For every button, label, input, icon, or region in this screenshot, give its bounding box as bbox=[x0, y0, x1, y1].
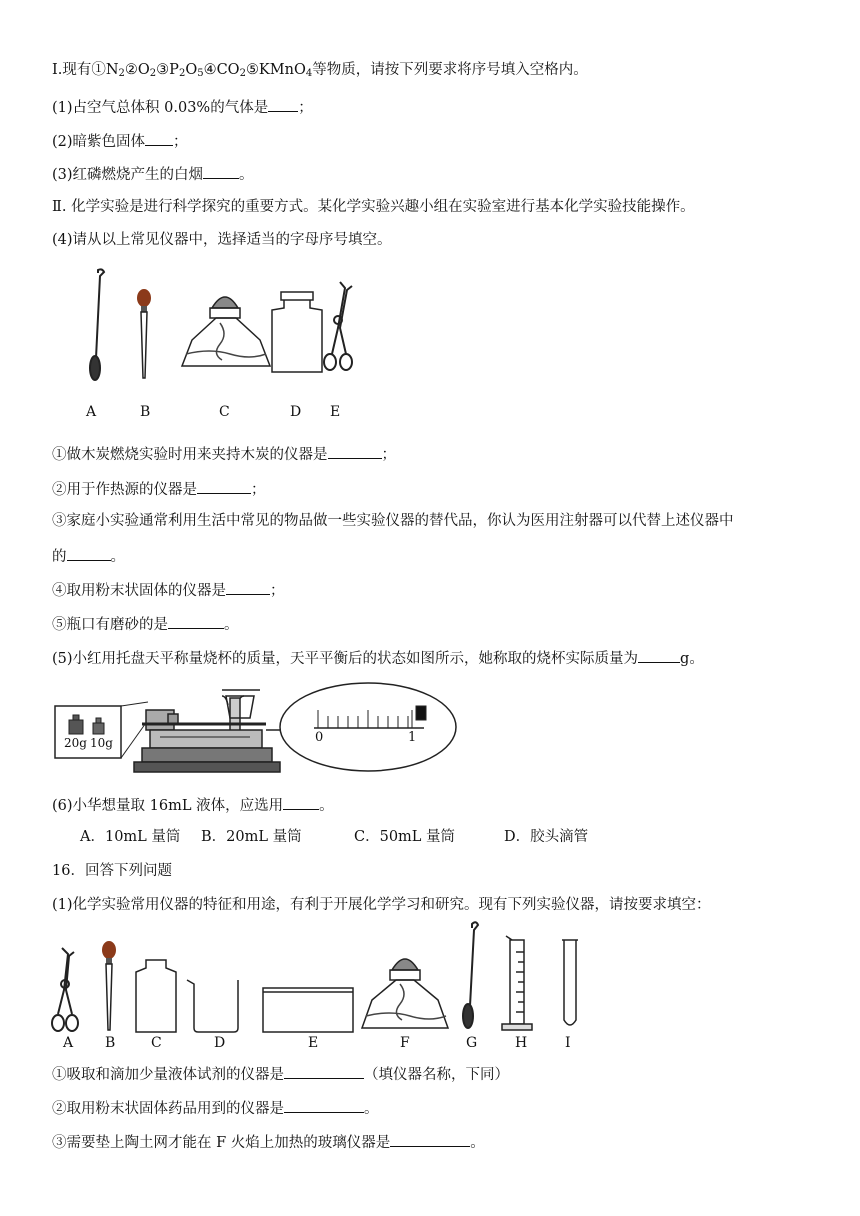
weights-inset bbox=[55, 706, 121, 758]
question-text: (5)小红用托盘天平称量烧杯的质量，天平平衡后的状态如图所示，她称取的烧杯实际质量为 bbox=[52, 651, 639, 667]
figure-label: A bbox=[86, 404, 97, 420]
question-text: ⑤瓶口有磨砂的是 bbox=[52, 617, 168, 633]
intro-text: Ⅰ.现有①N bbox=[52, 62, 119, 78]
option-a[interactable]: A．10mL 量筒 bbox=[80, 829, 181, 845]
figure-label: H bbox=[515, 1035, 528, 1051]
answer-blank[interactable] bbox=[226, 580, 270, 595]
punct: 。 bbox=[364, 1101, 379, 1117]
balance-icon bbox=[134, 690, 280, 772]
weight-10g-label: 10g bbox=[90, 736, 113, 750]
punct: g。 bbox=[680, 651, 704, 667]
weight-20g-label: 20g bbox=[64, 736, 87, 750]
weight-20g-icon bbox=[69, 715, 83, 734]
question-6 bbox=[52, 795, 334, 815]
answer-blank[interactable] bbox=[638, 648, 680, 663]
answer-blank[interactable] bbox=[328, 444, 382, 459]
question-16-sub-2 bbox=[52, 1098, 379, 1118]
figure-label: F bbox=[400, 1035, 410, 1051]
part1-intro bbox=[52, 61, 588, 83]
punct: 。 bbox=[319, 798, 334, 814]
punct: ； bbox=[270, 583, 285, 599]
water-trough-icon bbox=[263, 988, 353, 1032]
figure-label: B bbox=[140, 404, 151, 420]
punct: ； bbox=[381, 447, 396, 463]
answer-blank[interactable] bbox=[168, 614, 224, 629]
instruments-figure-1 bbox=[70, 268, 370, 418]
weight-10g-icon bbox=[93, 718, 104, 734]
punct: ； bbox=[251, 482, 266, 498]
beaker-icon bbox=[187, 980, 238, 1032]
intro-text: 等物质，请按下列要求将序号填入空格内。 bbox=[312, 62, 588, 78]
question-text: ③需要垫上陶土网才能在 F 火焰上加热的玻璃仪器是 bbox=[52, 1135, 391, 1151]
question-text: ②取用粉末状固体药品用到的仪器是 bbox=[52, 1101, 284, 1117]
subscript: 2 bbox=[149, 68, 157, 79]
figure-label: D bbox=[290, 404, 302, 420]
option-c[interactable]: C．50mL 量筒 bbox=[354, 829, 456, 845]
sub-question-1 bbox=[52, 444, 396, 464]
figure-label: D bbox=[214, 1035, 226, 1051]
punct: 。 bbox=[239, 167, 254, 183]
subscript: 2 bbox=[239, 68, 246, 79]
answer-blank[interactable] bbox=[283, 795, 319, 810]
subscript: 2 bbox=[118, 68, 125, 79]
sub-question-2 bbox=[52, 479, 266, 499]
question-3 bbox=[52, 164, 254, 184]
answer-blank[interactable] bbox=[390, 1132, 470, 1147]
question-text: (2)暗紫色固体 bbox=[52, 134, 146, 150]
answer-blank[interactable] bbox=[203, 164, 239, 179]
punct: 。 bbox=[470, 1135, 485, 1151]
subscript: 2 bbox=[178, 68, 186, 79]
figure-label: E bbox=[330, 404, 341, 420]
test-tube-icon bbox=[562, 940, 578, 1025]
answer-blank[interactable] bbox=[268, 97, 298, 112]
dropper-icon bbox=[102, 941, 116, 1030]
question-text: ①吸取和滴加少量液体试剂的仪器是 bbox=[52, 1067, 284, 1083]
question-16-sub-1 bbox=[52, 1064, 509, 1084]
figure-label: A bbox=[63, 1035, 74, 1051]
option-d[interactable]: D．胶头滴管 bbox=[504, 829, 589, 845]
sub-question-3a: ③家庭小实验通常利用生活中常见的物品做一些实验仪器的替代品，你认为医用注射器可以代替上述仪器中 bbox=[52, 513, 734, 529]
intro-text: O bbox=[185, 62, 198, 78]
scale-zero-label: 0 bbox=[315, 730, 324, 745]
combustion-spoon-icon bbox=[463, 922, 478, 1028]
question-text: ①做木炭燃烧实验时用来夹持木炭的仪器是 bbox=[52, 447, 328, 463]
graduated-cylinder-icon bbox=[502, 936, 532, 1030]
part2-intro: Ⅱ. 化学实验是进行科学探究的重要方式。某化学实验兴趣小组在实验室进行基本化学实验技能操作。 bbox=[52, 199, 695, 215]
balance-figure bbox=[50, 680, 460, 780]
figure-label: B bbox=[105, 1035, 116, 1051]
figure-label: I bbox=[565, 1035, 571, 1051]
answer-blank[interactable] bbox=[67, 546, 111, 561]
answer-blank[interactable] bbox=[284, 1064, 364, 1079]
answer-blank[interactable] bbox=[284, 1098, 364, 1113]
instruments-figure-2 bbox=[50, 920, 600, 1060]
answer-blank[interactable] bbox=[145, 131, 173, 146]
punct: （填仪器名称，下同） bbox=[364, 1067, 509, 1083]
question-2 bbox=[52, 131, 188, 151]
sub-question-3b bbox=[52, 546, 125, 566]
crucible-tongs-icon bbox=[324, 282, 352, 370]
question-16-1: (1)化学实验常用仪器的特征和用途，有利于开展化学学习和研究。现有下列实验仪器，请按要求填空： bbox=[52, 897, 711, 913]
reagent-bottle-icon bbox=[136, 960, 176, 1032]
question-text: (6)小华想量取 16mL 液体，应选用 bbox=[52, 798, 284, 814]
answer-blank[interactable] bbox=[197, 479, 251, 494]
intro-text: ③P bbox=[156, 62, 179, 78]
figure-label: G bbox=[466, 1035, 478, 1051]
scale-one-label: 1 bbox=[408, 730, 417, 745]
subscript: 5 bbox=[197, 68, 204, 79]
sub-question-5 bbox=[52, 614, 239, 634]
question-text: ②用于作热源的仪器是 bbox=[52, 482, 197, 498]
punct: 。 bbox=[224, 617, 239, 633]
question-text: 的 bbox=[52, 549, 67, 565]
punct: ； bbox=[298, 100, 313, 116]
question-4: (4)请从以上常见仪器中，选择适当的字母序号填空。 bbox=[52, 232, 392, 248]
question-16-title: 16．回答下列问题 bbox=[52, 863, 172, 879]
punct: ； bbox=[173, 134, 188, 150]
dropper-icon bbox=[137, 289, 151, 378]
question-text: (1)占空气总体积 0.03%的气体是 bbox=[52, 100, 269, 116]
intro-text: ⑤KMnO bbox=[245, 62, 306, 78]
alcohol-lamp-icon bbox=[362, 959, 448, 1028]
reagent-bottle-icon bbox=[272, 292, 322, 372]
intro-text: ④CO bbox=[203, 62, 240, 78]
question-text: (3)红磷燃烧产生的白烟 bbox=[52, 167, 204, 183]
question-16-sub-3 bbox=[52, 1132, 485, 1152]
figure-label: C bbox=[151, 1035, 162, 1051]
question-5 bbox=[52, 648, 704, 668]
sub-question-4 bbox=[52, 580, 285, 600]
intro-text: ②O bbox=[124, 62, 150, 78]
question-1 bbox=[52, 97, 313, 117]
option-b[interactable]: B．20mL 量筒 bbox=[201, 829, 302, 845]
figure-label: E bbox=[308, 1035, 319, 1051]
punct: 。 bbox=[110, 549, 125, 565]
figure-label: C bbox=[219, 404, 230, 420]
crucible-tongs-icon bbox=[52, 948, 78, 1031]
subscript: 4 bbox=[305, 68, 313, 79]
question-text: ④取用粉末状固体的仪器是 bbox=[52, 583, 226, 599]
combustion-spoon-icon bbox=[90, 269, 104, 380]
alcohol-lamp-icon bbox=[182, 297, 270, 366]
